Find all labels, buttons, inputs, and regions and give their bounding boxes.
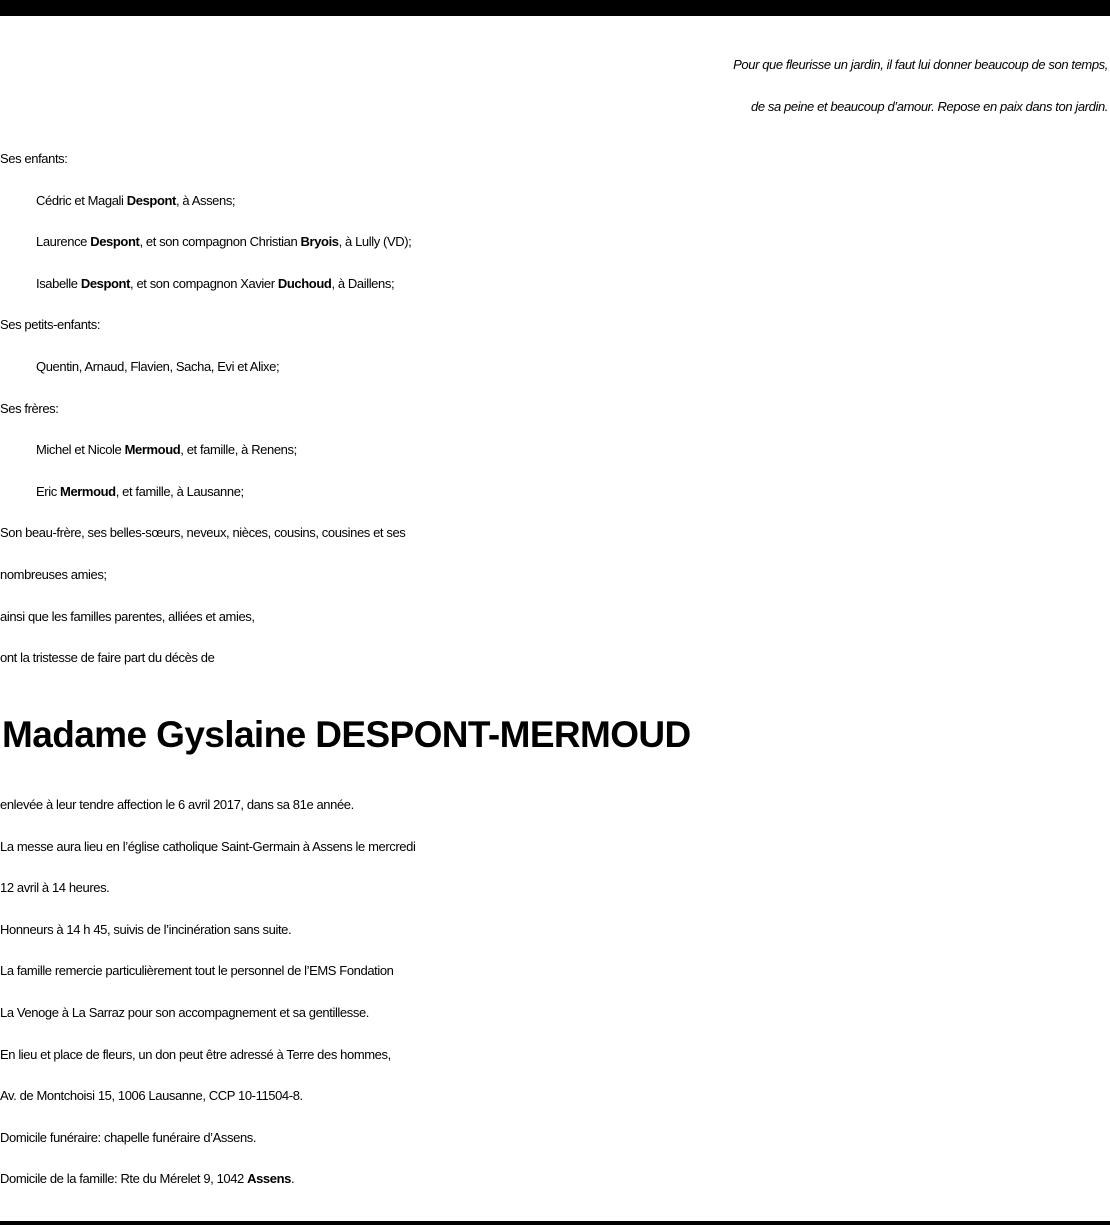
detail-line: Honneurs à 14 h 45, suivis de l’incinération sans suite.	[0, 921, 292, 937]
relatives-line-cont: nombreuses amies;	[0, 566, 107, 582]
child-firstnames: Cédric et Magali	[36, 192, 127, 208]
child-place: , à Daillens;	[331, 275, 395, 291]
epigraph-line-2: de sa peine et beaucoup d’amour. Repose en paix dans ton jardin.	[751, 99, 1108, 114]
brother-surname: Mermoud	[60, 483, 116, 499]
child-firstnames: Laurence	[36, 234, 91, 250]
detail-line: enlevée à leur tendre affection le 6 avril 2017, dans sa 81e année.	[0, 797, 354, 812]
child-entry	[0, 180, 1110, 222]
child-partner: , et son compagnon Christian	[139, 234, 301, 250]
partner-surname: Duchoud	[277, 275, 332, 291]
detail-line: La famille remercie particulièrement tout le personnel de l’EMS Fondation	[0, 963, 394, 979]
brother-firstnames: Eric	[36, 483, 61, 499]
child-surname: Despont	[126, 192, 176, 208]
brother-place: , et famille, à Renens;	[180, 442, 297, 458]
top-rule	[0, 0, 1110, 16]
family-list	[0, 138, 1110, 679]
address-town: Assens	[247, 1171, 291, 1187]
deceased-name: Madame Gyslaine DESPONT-MERMOUD	[2, 714, 691, 755]
brother-firstnames: Michel et Nicole	[36, 442, 125, 458]
brother-place: , et famille, à Lausanne;	[115, 483, 244, 499]
child-entry	[0, 221, 1110, 263]
relatives-line: Son beau-frère, ses belles-sœurs, neveux, nièces, cousins, cousines et ses	[0, 525, 406, 541]
brothers-heading: Ses frères:	[0, 400, 59, 416]
detail-line: En lieu et place de fleurs, un don peut être adressé à Terre des hommes,	[0, 1046, 391, 1062]
details	[0, 784, 1110, 1200]
child-place: , à Assens;	[175, 192, 236, 208]
detail-line: Domicile funéraire: chapelle funéraire d’Assens.	[0, 1129, 257, 1145]
child-partner: , et son compagnon Xavier	[130, 275, 278, 291]
child-firstnames: Isabelle	[36, 275, 81, 291]
brother-surname: Mermoud	[124, 442, 181, 458]
detail-line: La messe aura lieu en l’église catholique Saint-Germain à Assens le mercredi	[0, 838, 416, 854]
families-line: ainsi que les familles parentes, alliées et amies,	[0, 608, 255, 624]
epigraph	[0, 44, 1108, 128]
announce-line: ont la tristesse de faire part du décès de	[0, 650, 215, 666]
address-text: Domicile de la famille: Rte du Mérelet 9, 1042	[0, 1171, 248, 1187]
detail-line: 12 avril à 14 heures.	[0, 880, 110, 896]
child-place: , à Lully (VD);	[338, 234, 412, 250]
children-heading: Ses enfants:	[0, 151, 68, 166]
child-entry	[0, 263, 1110, 305]
child-surname: Despont	[90, 234, 140, 250]
grandchildren-heading: Ses petits-enfants:	[0, 317, 101, 333]
brother-entry	[0, 429, 1110, 471]
brother-entry	[0, 471, 1110, 513]
bottom-rule	[0, 1221, 1110, 1225]
family-address	[0, 1158, 1110, 1200]
partner-surname: Bryois	[300, 234, 339, 250]
detail-line: La Venoge à La Sarraz pour son accompagnement et sa gentillesse.	[0, 1004, 369, 1020]
address-end: .	[290, 1171, 295, 1187]
child-surname: Despont	[80, 275, 131, 291]
grandchildren-list: Quentin, Arnaud, Flavien, Sacha, Evi et Alixe;	[36, 358, 280, 374]
detail-line: Av. de Montchoisi 15, 1006 Lausanne, CCP 10-11504-8.	[0, 1088, 303, 1104]
epigraph-line-1: Pour que fleurisse un jardin, il faut lui donner beaucoup de son temps,	[733, 57, 1108, 72]
